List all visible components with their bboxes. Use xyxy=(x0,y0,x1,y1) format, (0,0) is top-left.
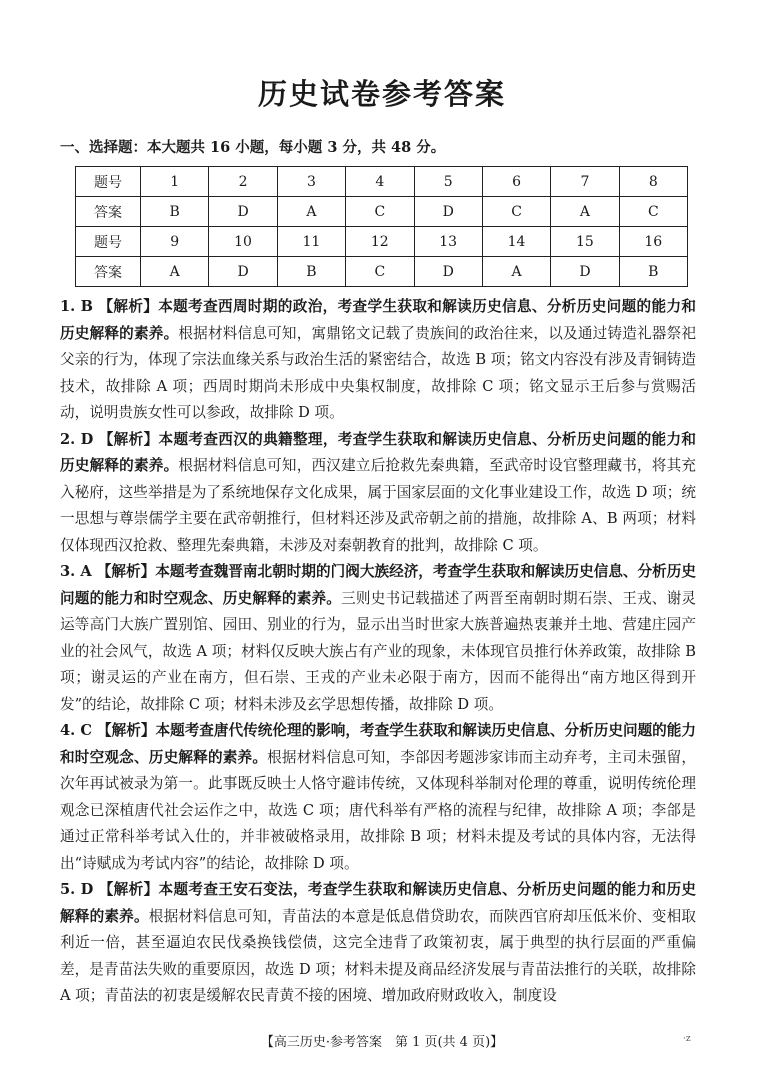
table-cell: 11 xyxy=(277,227,345,257)
table-cell: D xyxy=(209,197,277,227)
table-cell: 题号 xyxy=(76,227,141,257)
table-cell: 4 xyxy=(346,167,414,197)
table-cell: 题号 xyxy=(76,167,141,197)
question-body: 根据材料信息可知，西汉建立后抢救先秦典籍，至武帝时设官整理藏书，将其充入秘府，这些举措是为了系统地保存文化成果，属于国家层面的文化事业建设工作，故选 D 项；统一思想与尊崇儒学主要在武帝朝推行，但材料还涉及武帝朝之前的措施，故排除 A、B 两项；材料仅体现西汉抢救、整理先秦典籍，未涉及对秦朝教育的批判，故排除 C 项。 xyxy=(60,457,696,554)
table-cell: 9 xyxy=(141,227,209,257)
table-cell: 2 xyxy=(209,167,277,197)
question-explanation-5 xyxy=(60,877,696,1010)
table-cell: C xyxy=(346,257,414,287)
answer-explanations xyxy=(60,294,696,1010)
table-cell: B xyxy=(619,257,687,287)
table-cell: 13 xyxy=(414,227,482,257)
table-row xyxy=(76,167,688,197)
table-cell: A xyxy=(551,197,619,227)
section-heading: 一、选择题：本大题共 16 小题，每小题 3 分，共 48 分。 xyxy=(60,139,446,156)
table-cell: A xyxy=(141,257,209,287)
question-body: 三则史书记载描述了两晋至南朝时期石崇、王戎、谢灵运等高门大族广置别馆、园田、别业的行为，显示出当时世家大族普遍热衷兼并土地、营建庄园产业的社会风气，故选 A 项；材料仅反映大族占有产业的现象，未体现官员推行休养政策，故排除 B 项；谢灵运的产业在南方，但石崇、王戎的产业未必限于南方，因而不能得出“南方地区得到开发”的结论，故排除 C 项；材料未涉及玄学思想传播，故排除 D 项。 xyxy=(60,589,696,713)
table-cell: 6 xyxy=(482,167,550,197)
question-heading: 5. D 【解析】本题考查王安石变法，考查学生获取和解读历史信息、分析历史问题的能力和历史解释的素养。 xyxy=(60,881,696,925)
table-cell: 15 xyxy=(551,227,619,257)
table-cell: D xyxy=(551,257,619,287)
page-footer: 【高三历史·参考答案 第 1 页(共 4 页)】 xyxy=(260,1035,504,1050)
question-body: 根据材料信息可知，青苗法的本意是低息借贷助农，而陕西官府却压低米价、变相取利近一倍，甚至逼迫农民伐桑换钱偿债，这完全违背了政策初衷，属于典型的执行层面的严重偏差，是青苗法失败的重要原因，故选 D 项；材料未提及商品经济发展与青苗法推行的关联，故排除 A 项；青苗法的初衷是缓解农民青黄不接的困境、增加政府财政收入，制度设 xyxy=(60,907,696,1004)
question-heading: 4. C 【解析】本题考查唐代传统伦理的影响，考查学生获取和解读历史信息、分析历史问题的能力和时空观念、历史解释的素养。 xyxy=(60,722,696,766)
table-cell: A xyxy=(482,257,550,287)
question-body: 根据材料信息可知，寓鼎铭文记载了贵族间的政治往来，以及通过铸造礼器祭祀父亲的行为，体现了宗法血缘关系与政治生活的紧密结合，故选 B 项；铭文内容没有涉及青铜铸造技术，故排除 A 项；西周时期尚未形成中央集权制度，故排除 C 项；铭文显示王后参与赏赐活动，说明贵族女性可以参政，故排除 D 项。 xyxy=(60,324,696,421)
table-cell: 10 xyxy=(209,227,277,257)
question-explanation-2 xyxy=(60,427,696,560)
table-cell: 8 xyxy=(619,167,687,197)
table-cell: 1 xyxy=(141,167,209,197)
question-explanation-4 xyxy=(60,718,696,877)
corner-mark: ·z xyxy=(683,1034,691,1044)
table-cell: D xyxy=(414,257,482,287)
page-title: 历史试卷参考答案 xyxy=(257,77,506,111)
table-cell: D xyxy=(209,257,277,287)
table-cell: 14 xyxy=(482,227,550,257)
table-row xyxy=(76,197,688,227)
question-heading: 1. B 【解析】本题考查西周时期的政治，考查学生获取和解读历史信息、分析历史问题的能力和历史解释的素养。 xyxy=(60,298,696,342)
table-cell: 12 xyxy=(346,227,414,257)
table-cell: 3 xyxy=(277,167,345,197)
question-explanation-1 xyxy=(60,294,696,427)
question-explanation-3 xyxy=(60,559,696,718)
table-cell: D xyxy=(414,197,482,227)
table-cell: 16 xyxy=(619,227,687,257)
question-body: 根据材料信息可知，李郃因考题涉家讳而主动弃考，主司未强留，次年再试被录为第一。此事既反映士人恪守避讳传统，又体现科举制对伦理的尊重，说明传统伦理观念已深植唐代社会运作之中，故选 C 项；唐代科举有严格的流程与纪律，故排除 A 项；李郃是通过正常科举考试入仕的，并非被破格录用，故排除 B 项；材料未提及考试的具体内容，无法得出“诗赋成为考试内容”的结论，故排除 D 项。 xyxy=(60,748,696,872)
table-cell: C xyxy=(482,197,550,227)
table-cell: 7 xyxy=(551,167,619,197)
table-cell: C xyxy=(346,197,414,227)
answer-table xyxy=(75,166,688,287)
table-row xyxy=(76,257,688,287)
table-cell: B xyxy=(277,257,345,287)
question-heading: 2. D 【解析】本题考查西汉的典籍整理，考查学生获取和解读历史信息、分析历史问题的能力和历史解释的素养。 xyxy=(60,430,696,474)
table-cell: C xyxy=(619,197,687,227)
table-row xyxy=(76,227,688,257)
table-cell: 5 xyxy=(414,167,482,197)
table-cell: 答案 xyxy=(76,257,141,287)
table-cell: A xyxy=(277,197,345,227)
table-cell: 答案 xyxy=(76,197,141,227)
question-heading: 3. A 【解析】本题考查魏晋南北朝时期的门阀大族经济，考查学生获取和解读历史信息、分析历史问题的能力和时空观念、历史解释的素养。 xyxy=(60,563,696,607)
table-cell: B xyxy=(141,197,209,227)
